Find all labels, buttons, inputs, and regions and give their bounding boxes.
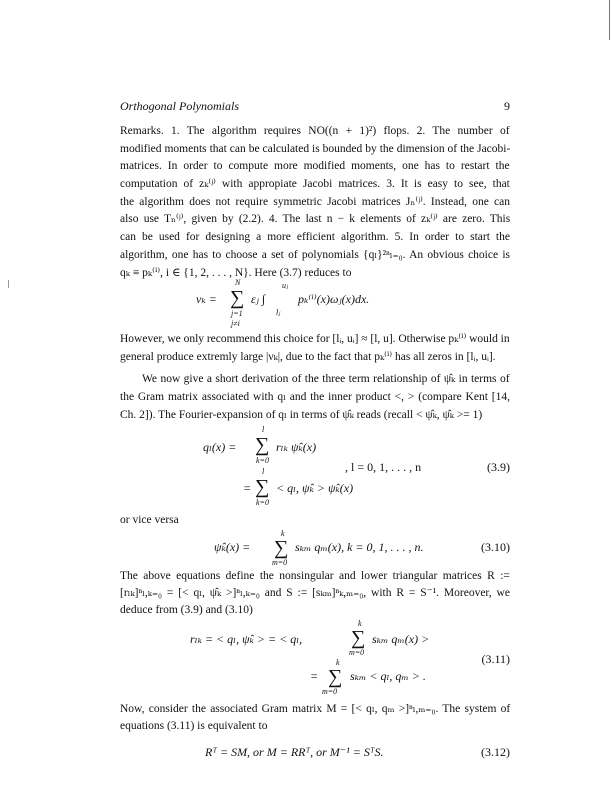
- sum-lower: m=0: [322, 687, 338, 696]
- text-line: We now give a short derivation of the three term relationship of ψ̂ₖ in terms of: [142, 373, 510, 385]
- sum-upper: k: [336, 658, 340, 667]
- eq-body: sₖₘ qₘ(x), k = 0, 1, . . . , n.: [295, 540, 424, 554]
- text-line: matrices. In order to compute more modified moments, one has to restart the: [120, 160, 510, 172]
- scan-mark: [8, 280, 9, 288]
- equation-number: (3.10): [481, 540, 510, 554]
- sum-sign: ∑: [351, 627, 366, 649]
- equation-number: (3.11): [481, 652, 510, 666]
- eq-lhs: qₗ(x) =: [203, 440, 237, 454]
- eq-integrand: pₖ⁽ⁱ⁾(x)ωⱼ(x)dx.: [298, 292, 370, 306]
- int-lower: lⱼ: [276, 308, 281, 317]
- text-line: deduce from (3.9) and (3.10): [120, 604, 253, 616]
- sum-upper: k: [358, 619, 362, 628]
- eq-lhs: ψ̂ₖ(x) =: [214, 540, 251, 554]
- text-line: [rₗₖ]ⁿₗ,ₖ₌₀ = [< qₗ, ψ̂ₖ >]ⁿₗ,ₖ₌₀ and S := [sₖₘ]ⁿₖ,ₘ₌₀, with R = S⁻¹. Moreover, we: [120, 587, 510, 599]
- eq-equals: =: [243, 481, 252, 495]
- text-line: or vice versa: [120, 514, 179, 526]
- text-line: also use Tₙ⁽ʲ⁾, given by (2.2). 4. The last n − k elements of zₖ⁽ʲ⁾ are zero. This: [120, 213, 511, 225]
- sum-sign: ∑: [255, 434, 270, 456]
- text-line: can be used for designing a more efficient algorithm. 5. In order to start the: [120, 231, 510, 243]
- eq-body: Rᵀ = SM, or M = RRᵀ, or M⁻¹ = SᵀS.: [205, 745, 384, 759]
- text-line: the Gram matrix associated with qₗ and the inner product <, > (compare Kent [14,: [120, 391, 510, 403]
- eq-body: sₖₘ < qₗ, qₘ > .: [350, 669, 426, 683]
- text-line: The above equations define the nonsingular and lower triangular matrices R :=: [120, 570, 510, 582]
- eq-lhs: νₖ =: [196, 292, 217, 306]
- eq-condition: , l = 0, 1, . . . , n: [345, 460, 422, 474]
- int-upper: uⱼ: [282, 281, 289, 290]
- text-line: Ch. 2]). The Fourier-expansion of qₗ in terms of ψ̂ₖ reads (recall < ψ̂ₖ, ψ̂ₖ >= 1): [120, 409, 483, 421]
- sum-upper: l: [262, 467, 265, 476]
- sum-upper: N: [235, 278, 241, 287]
- sum-sign: ∑: [230, 287, 245, 309]
- eq-body: rₗₖ ψ̂ₖ(x): [276, 440, 317, 454]
- text-line: algorithm, one has to choose a set of polynomials {qₗ}²ⁿₗ₌₀. An obvious choice is: [120, 249, 511, 261]
- sum-sign: ∑: [328, 666, 343, 688]
- text-line: Now, consider the associated Gram matrix M = [< qₗ, qₘ >]ⁿₗ,ₘ₌₀. The system of: [120, 703, 511, 715]
- text-line: modified moments that can be calculated is bounded by the dimension of the Jacobi-: [120, 143, 511, 155]
- text-line: qₖ ≡ pₖ⁽ⁱ⁾, i ∈ {1, 2, . . . , N}. Here (3.7) reduces to: [120, 267, 352, 279]
- sum-lower: m=0: [272, 558, 288, 567]
- sum-lower: j=1: [231, 309, 243, 318]
- sum-upper: l: [262, 425, 265, 434]
- running-header: Orthogonal Polynomials: [120, 99, 239, 113]
- eq-body: sₖₘ qₘ(x) >: [372, 632, 430, 646]
- text-line: computation of zₖ⁽ʲ⁾ with appropiate Jacobi matrices. 3. It is easy to see, that: [120, 178, 510, 190]
- text-line: general produce extremly large |νₖ|, due to the fact that pₖ⁽ⁱ⁾ has all zeros in [lᵢ, uᵢ].: [120, 351, 496, 363]
- sum-sign: ∑: [274, 537, 289, 559]
- text-line: However, we only recommend this choice for [lᵢ, uᵢ] ≈ [l, u]. Otherwise pₖ⁽ⁱ⁾ would in: [120, 333, 510, 345]
- page-number: 9: [504, 99, 510, 113]
- eq-body: < qₗ, ψ̂ₖ > ψ̂ₖ(x): [276, 481, 354, 495]
- sum-lower: k=0: [256, 456, 269, 465]
- eq-equals: =: [310, 669, 319, 683]
- sum-sign: ∑: [255, 476, 270, 498]
- text-line: Remarks. 1. The algorithm requires NO((n + 1)²) flops. 2. The number of: [120, 125, 510, 137]
- scan-edge: [609, 0, 610, 40]
- text-line: the algorithm does not require symmetric Jacobi matrices Jₙ⁽ʲ⁾. Instead, one can: [120, 196, 511, 208]
- sum-upper: k: [281, 529, 285, 538]
- text-line: equations (3.11) is equivalent to: [120, 720, 268, 732]
- eq-body: εⱼ ∫: [251, 292, 266, 306]
- sum-lower: k=0: [256, 498, 269, 507]
- equation-number: (3.12): [481, 745, 510, 759]
- sum-lower-cond: j≠i: [231, 319, 240, 328]
- eq-lhs: rₗₖ = < qₗ, ψ̂ₖ > = < qₗ,: [190, 632, 303, 646]
- equation-number: (3.9): [487, 460, 510, 474]
- sum-lower: m=0: [349, 648, 365, 657]
